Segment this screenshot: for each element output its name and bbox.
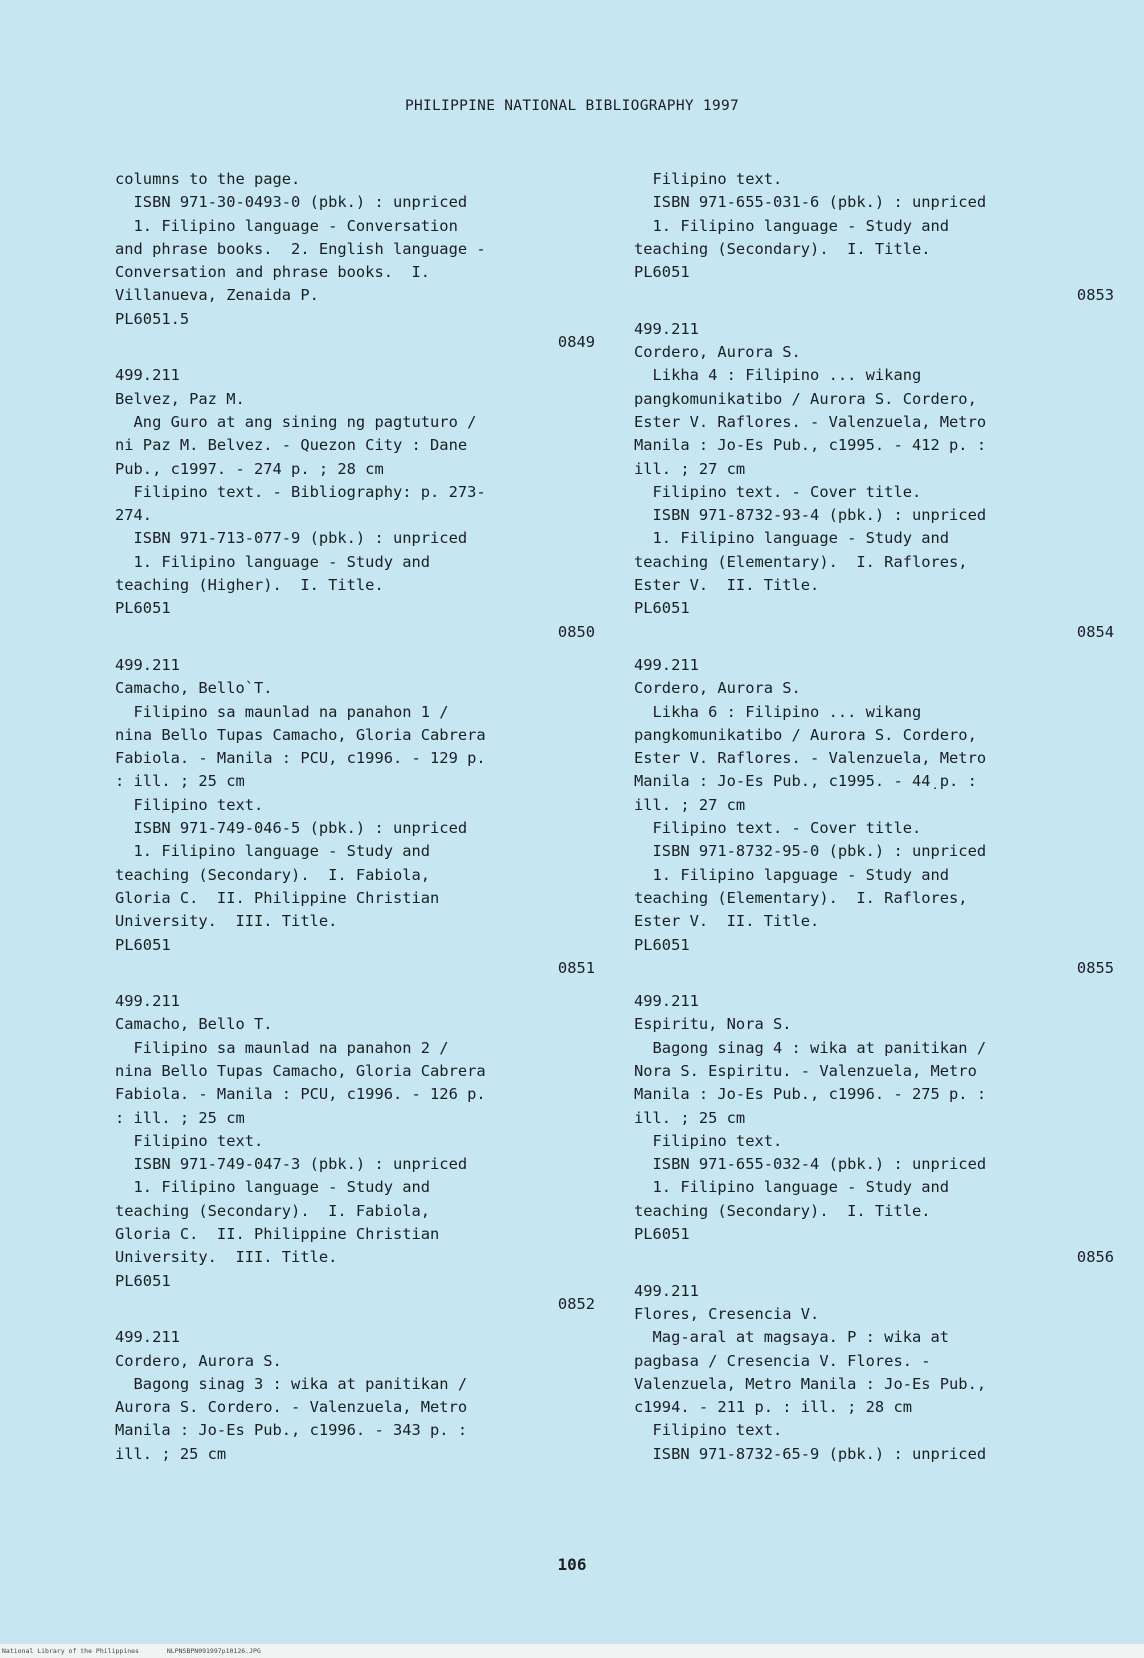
entry-line: Fabiola. - Manila : PCU, c1996. - 126 p. <box>115 1085 486 1104</box>
entry-line: pangkomunikatibo / Aurora S. Cordero, <box>634 725 977 744</box>
entry-line: ni Paz M. Belvez. - Quezon City : Dane <box>115 436 468 455</box>
entry-line: Manila : Jo-Es Pub., c1995. - 412 p. : <box>634 436 987 455</box>
footer-source: National Library of the Philippines <box>2 1647 139 1655</box>
entry-line: Conversation and phrase books. I. <box>115 263 431 282</box>
page-header: PHILIPPINE NATIONAL BIBLIOGRAPHY 1997 <box>404 98 740 114</box>
bibliographic-entry <box>634 990 1114 1246</box>
entry-line: Flores, Cresencia V. <box>634 1304 820 1323</box>
scan-footer <box>0 1644 1144 1658</box>
entry-line: Bagong sinag 3 : wika at panitikan / <box>115 1374 468 1393</box>
bibliographic-entry <box>634 654 1114 957</box>
entry-line: Filipino text. <box>634 1421 783 1440</box>
entry-line: PL6051 <box>115 599 171 618</box>
entry-line: 1. Filipino language - Study and <box>634 529 950 548</box>
entry-line: ill. ; 27 cm <box>634 795 746 814</box>
entry-line: Gloria C. II. Philippine Christian <box>115 888 440 907</box>
entry-line: nina Bello Tupas Camacho, Gloria Cabrera <box>115 1061 486 1080</box>
entry-line: Ang Guro at ang sining ng pagtuturo / <box>115 412 477 431</box>
right-column <box>634 168 1114 1466</box>
bibliographic-entry <box>115 654 595 957</box>
bibliographic-entry <box>634 318 1114 621</box>
entry-line: 499.211 <box>634 1281 699 1300</box>
entry-line: Ester V. II. Title. <box>634 576 820 595</box>
entry-line: ill. ; 25 cm <box>634 1108 746 1127</box>
entry-line: Manila : Jo-Es Pub., c1996. - 275 p. : <box>634 1085 987 1104</box>
entry-line: 499.211 <box>115 1328 180 1347</box>
entry-line: Espiritu, Nora S. <box>634 1015 792 1034</box>
entry-line: ISBN 971-655-032-4 (pbk.) : unpriced <box>634 1155 987 1174</box>
entry-line: Filipino text. - Cover title. <box>634 482 922 501</box>
entry-line: Fabiola. - Manila : PCU, c1996. - 129 p. <box>115 749 486 768</box>
entry-continuation <box>115 168 595 331</box>
entry-line: Belvez, Paz M. <box>115 389 245 408</box>
entry-line: 274. <box>115 506 153 525</box>
entry-line: teaching (Higher). I. Title. <box>115 576 384 595</box>
entry-line: Camacho, Bello T. <box>115 1015 273 1034</box>
entry-line: Filipino text. <box>634 1131 783 1150</box>
footer-filename: NLPNSBPN091997p10126.JPG <box>166 1647 261 1655</box>
entry-line: teaching (Secondary). I. Title. <box>634 239 931 258</box>
entry-line: Valenzuela, Metro Manila : Jo-Es Pub., <box>634 1374 987 1393</box>
entry-continuation <box>634 168 1114 284</box>
entry-spacer <box>115 980 595 990</box>
entry-line: teaching (Elementary). I. Raflores, <box>634 888 968 907</box>
entry-line: PL6051 <box>634 1225 690 1244</box>
entry-line: Filipino sa maunlad na panahon 1 / <box>115 702 449 721</box>
entry-line: 1. Filipino language - Study and <box>115 552 431 571</box>
entry-line: ISBN 971-8732-95-0 (pbk.) : unpriced <box>634 842 987 861</box>
bibliographic-entry <box>115 990 595 1293</box>
entry-line: ISBN 971-713-077-9 (pbk.) : unpriced <box>115 529 468 548</box>
entry-spacer <box>115 1316 595 1326</box>
entry-line: Gloria C. II. Philippine Christian <box>115 1225 440 1244</box>
entry-line: 499.211 <box>115 992 180 1011</box>
entry-line: PL6051 <box>634 935 690 954</box>
entry-number: 0856 <box>1076 1248 1114 1267</box>
bibliographic-entry <box>634 1280 1114 1466</box>
entry-line: 1. Filipino lapguage - Study and <box>634 865 950 884</box>
entry-line: PL6051 <box>115 1271 171 1290</box>
entry-line: ISBN 971-655-031-6 (pbk.) : unpriced <box>634 193 987 212</box>
entry-line: Filipino text. <box>634 170 783 188</box>
entry-line: Manila : Jo-Es Pub., c1995. - 44̣ p. : <box>634 772 977 791</box>
entry-line: Mag-aral at magsaya. P : wika at <box>634 1328 950 1347</box>
entry-line: Bagong sinag 4 : wika at panitikan / <box>634 1038 987 1057</box>
bibliographic-entry <box>115 364 595 620</box>
entry-line: and phrase books. 2. English language - <box>115 239 486 258</box>
entry-line: University. III. Title. <box>115 912 338 931</box>
entry-line: 499.211 <box>115 655 180 674</box>
entry-line: Cordero, Aurora S. <box>115 1351 282 1370</box>
entry-line: ill. ; 25 cm <box>115 1444 227 1463</box>
left-column <box>115 168 595 1466</box>
entry-spacer <box>634 644 1114 654</box>
entry-line: 1. Filipino language - Study and <box>634 216 950 235</box>
entry-line: PL6051 <box>634 599 690 618</box>
entry-line: 1. Filipino language - Study and <box>115 1178 431 1197</box>
entry-line: University. III. Title. <box>115 1248 338 1267</box>
entry-line: Likha 6 : Filipino ... wikang <box>634 702 922 721</box>
entry-line: 499.211 <box>634 655 699 674</box>
entry-line: Cordero, Aurora S. <box>634 679 801 698</box>
entry-line: Aurora S. Cordero. - Valenzuela, Metro <box>115 1398 468 1417</box>
entry-spacer <box>634 308 1114 318</box>
entry-number: 0849 <box>557 333 595 352</box>
entry-line: Filipino text. <box>115 1131 264 1150</box>
entry-line: ISBN 971-8732-65-9 (pbk.) : unpriced <box>634 1444 987 1463</box>
entry-number: 0853 <box>1076 286 1114 305</box>
entry-line: Filipino sa maunlad na panahon 2 / <box>115 1038 449 1057</box>
entry-line: Nora S. Espiritu. - Valenzuela, Metro <box>634 1061 977 1080</box>
entry-line: Ester V. II. Title. <box>634 912 820 931</box>
entry-line: : ill. ; 25 cm <box>115 1108 245 1127</box>
page-number: 106 <box>557 1555 587 1574</box>
entry-line: Ester V. Raflores. - Valenzuela, Metro <box>634 412 987 431</box>
entry-line: nina Bello Tupas Camacho, Gloria Cabrera <box>115 725 486 744</box>
entry-line: 1. Filipino language - Study and <box>115 842 431 861</box>
entry-line: Likha 4 : Filipino ... wikang <box>634 366 922 385</box>
entry-line: Filipino text. - Cover title. <box>634 819 922 838</box>
entry-line: pagbasa / Cresencia V. Flores. - <box>634 1351 931 1370</box>
entry-line: PL6051 <box>634 263 690 282</box>
entry-line: Camacho, Bello`T. <box>115 679 273 698</box>
entry-line: teaching (Secondary). I. Fabiola, <box>115 1201 431 1220</box>
entry-line: Manila : Jo-Es Pub., c1996. - 343 p. : <box>115 1421 468 1440</box>
entry-line: ISBN 971-749-046-5 (pbk.) : unpriced <box>115 819 468 838</box>
entry-number: 0854 <box>1076 622 1114 641</box>
entry-line: PL6051.5 <box>115 309 190 328</box>
entry-line: columns to the page. <box>115 170 301 188</box>
entry-line: ISBN 971-30-0493-0 (pbk.) : unpriced <box>115 193 468 212</box>
entry-line: PL6051 <box>115 935 171 954</box>
entry-line: ill. ; 27 cm <box>634 459 746 478</box>
entry-line: : ill. ; 25 cm <box>115 772 245 791</box>
entry-line: Filipino text. <box>115 795 264 814</box>
entry-line: 499.211 <box>634 319 699 338</box>
entry-line: pangkomunikatibo / Aurora S. Cordero, <box>634 389 977 408</box>
entry-line: 499.211 <box>115 366 180 385</box>
entry-line: teaching (Elementary). I. Raflores, <box>634 552 968 571</box>
entry-spacer <box>634 1270 1114 1280</box>
entry-spacer <box>115 354 595 364</box>
entry-line: Ester V. Raflores. - Valenzuela, Metro <box>634 749 987 768</box>
entry-line: Cordero, Aurora S. <box>634 343 801 362</box>
entry-line: Filipino text. - Bibliography: p. 273- <box>115 482 486 501</box>
entry-line: 499.211 <box>634 992 699 1011</box>
entry-number: 0855 <box>1076 958 1114 977</box>
entry-line: c1994. - 211 p. : ill. ; 28 cm <box>634 1398 912 1417</box>
entry-number: 0852 <box>557 1294 595 1313</box>
entry-line: teaching (Secondary). I. Title. <box>634 1201 931 1220</box>
entry-line: teaching (Secondary). I. Fabiola, <box>115 865 431 884</box>
entry-spacer <box>634 980 1114 990</box>
entry-spacer <box>115 644 595 654</box>
entry-line: 1. Filipino language - Conversation <box>115 216 458 235</box>
entry-line: ISBN 971-749-047-3 (pbk.) : unpriced <box>115 1155 468 1174</box>
entry-line: ISBN 971-8732-93-4 (pbk.) : unpriced <box>634 506 987 525</box>
entry-line: 1. Filipino language - Study and <box>634 1178 950 1197</box>
entry-line: Pub., c1997. - 274 p. ; 28 cm <box>115 459 384 478</box>
entry-number: 0850 <box>557 622 595 641</box>
bibliographic-entry <box>115 1326 595 1466</box>
entry-line: Villanueva, Zenaida P. <box>115 286 319 305</box>
entry-number: 0851 <box>557 958 595 977</box>
